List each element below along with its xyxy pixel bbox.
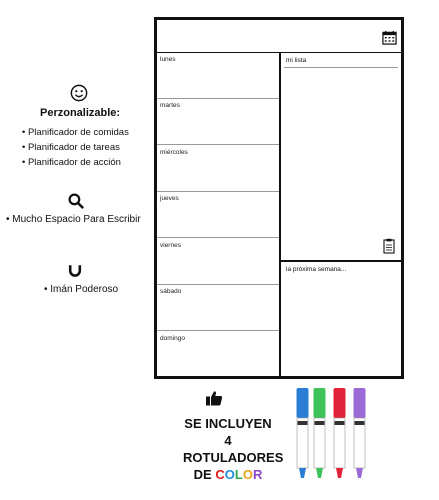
days-column [157, 53, 281, 376]
day-row-martes: martes [157, 99, 279, 145]
markers-line-1: SE INCLUYEN [184, 416, 272, 431]
personalizable-list [22, 125, 129, 170]
markers-included-text [183, 415, 284, 483]
color-letter: L [234, 467, 243, 482]
color-letter: O [242, 467, 253, 482]
next-week-section [281, 262, 401, 376]
smiley-icon [70, 84, 88, 102]
space-feature-text: • Mucho Espacio Para Escribir [6, 214, 141, 225]
list-item: • Planificador de acción [22, 155, 129, 170]
clipboard-icon [383, 238, 395, 254]
color-letter: C [215, 467, 225, 482]
markers-line-3: DE COLOR [193, 467, 263, 482]
day-row-jueves: jueves [157, 192, 279, 238]
color-letter: O [224, 467, 235, 482]
personalizable-title: Perzonalizable: [40, 107, 121, 119]
divider [284, 67, 398, 68]
board-header [157, 20, 401, 53]
thumbs-up-icon [205, 390, 223, 406]
red-marker [333, 388, 346, 484]
green-marker [313, 388, 326, 484]
magnet-icon [67, 262, 83, 278]
day-row-miercoles: miércoles [157, 146, 279, 192]
my-list-section [281, 53, 401, 262]
day-row-viernes: viernes [157, 239, 279, 285]
day-row-lunes: lunes [157, 53, 279, 99]
markers-line-2: 4 ROTULADORES [183, 433, 284, 465]
day-row-sabado: sábado [157, 285, 279, 331]
list-item: • Planificador de comidas [22, 125, 129, 140]
whiteboard-planner [154, 17, 404, 379]
magnifier-icon [68, 193, 84, 209]
color-letter: R [252, 467, 263, 482]
day-row-domingo: domingo [160, 335, 185, 342]
calendar-icon [382, 30, 397, 45]
purple-marker [353, 388, 366, 484]
blue-marker [296, 388, 309, 484]
my-list-label: mi lista [286, 57, 307, 64]
list-item: • Planificador de tareas [22, 140, 129, 155]
magnet-feature-text: • Imán Poderoso [44, 284, 118, 295]
next-week-label: la próxima semana... [286, 266, 347, 273]
